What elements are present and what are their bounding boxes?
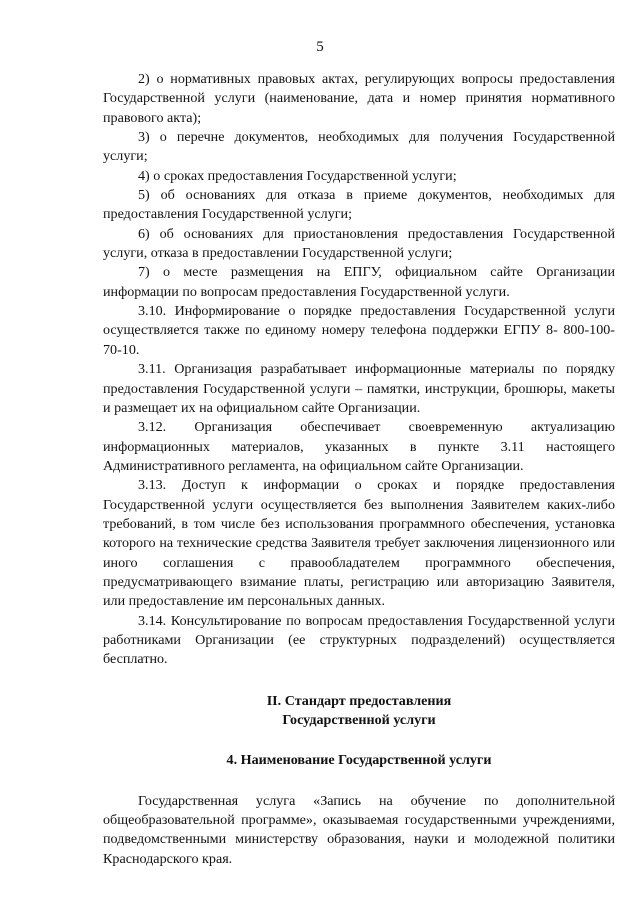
paragraph-item-5: 5) об основаниях для отказа в приеме документов, необходимых для предоставления Государственной услуги;: [103, 187, 615, 223]
paragraph-3-13: 3.13. Доступ к информации о сроках и порядке предоставления Государственной услуги осуществляется без выполнения Заявителем каких-либо требований, в том числе без использования программного обеспечения, установка которого на технические средства Заявителя требует заключения лицензионного или иного соглашения с правообладателем программного обеспечения, предусматривающего взимание платы, регистрацию или авторизацию Заявителя, или предоставление им персональных данных.: [103, 477, 615, 610]
paragraph-item-6: 6) об основаниях для приостановления предоставления Государственной услуги, отказа в предоставлении Государственной услуги;: [103, 225, 615, 262]
section-title-line-1: II. Стандарт предоставления: [266, 692, 452, 709]
subsection-title: 4. Наименование Государственной услуги: [226, 752, 492, 769]
paragraph-3-11: 3.11. Организация разрабатывает информационные материалы по порядку предоставления Государственной услуги – памятки, инструкции, брошюры, макеты и размещает их на официальном сайте Организации.: [103, 361, 615, 416]
section-title-line-2: Государственной услуги: [282, 712, 436, 728]
section-title: [103, 692, 615, 731]
paragraph-item-4: 4) о сроках предоставления Государственной услуги;: [138, 167, 457, 184]
paragraph-3-10: 3.10. Информирование о порядке предоставления Государственной услуги осуществляется также по единому номеру телефона поддержки ЕГПУ 8- 800-100-70-10.: [103, 303, 615, 358]
paragraph-item-7: 7) о месте размещения на ЕПГУ, официальном сайте Организации информации по вопросам предоставления Государственной услуги.: [103, 264, 615, 300]
paragraph-3-14: 3.14. Консультирование по вопросам предоставления Государственной услуги работниками Организации (ее структурных подразделений) осуществляется бесплатно.: [103, 612, 615, 668]
service-name-paragraph: Государственная услуга «Запись на обучение по дополнительной общеобразовательной программе», оказываемая государственными учреждениями, подведомственными министерству образования, науки и молодежной политики Краснодарского края.: [103, 792, 615, 867]
document-body: [103, 70, 615, 869]
paragraph-item-3: 3) о перечне документов, необходимых для получения Государственной услуги;: [103, 129, 615, 165]
paragraph-item-2: 2) о нормативных правовых актах, регулирующих вопросы предоставления Государственной услуги (наименование, дата и номер принятия нормативного правового акта);: [103, 71, 615, 126]
paragraph-3-12: 3.12. Организация обеспечивает своевременную актуализацию информационных материалов, указанных в пункте 3.11 настоящего Административного регламента, на официальном сайте Организации.: [103, 419, 615, 474]
page-number: 5: [316, 39, 324, 55]
